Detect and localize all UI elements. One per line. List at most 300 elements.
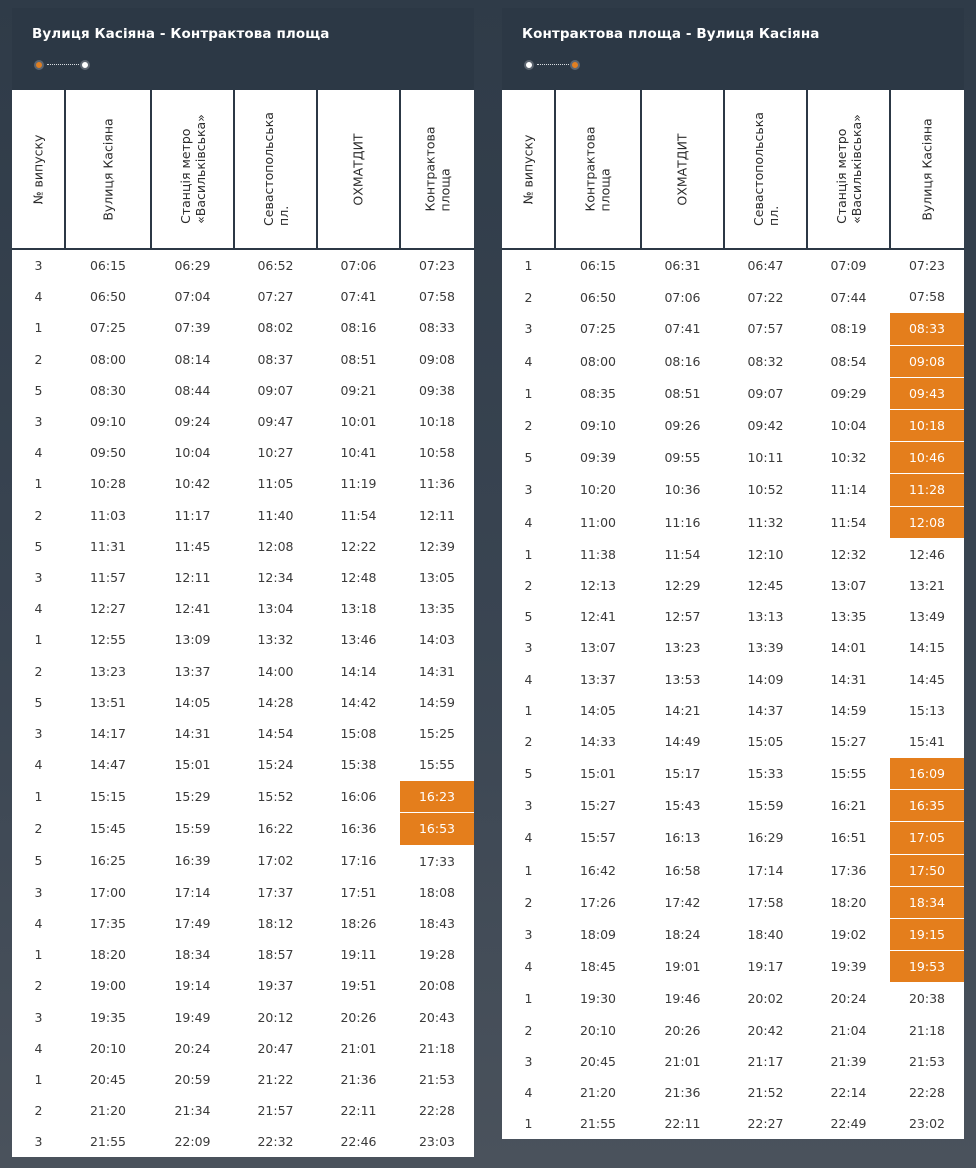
departure-time-cell: 09:39 [579,450,617,466]
release-number-cell: 1 [524,385,533,401]
departure-time-cell: 21:34 [174,1103,211,1119]
departure-time-cell: 22:11 [664,1116,701,1132]
departure-time-cell: 12:55 [89,632,127,648]
departure-time-cell: 22:46 [340,1134,377,1150]
release-number-cell: 4 [34,601,43,617]
departure-time-cell: 08:44 [174,382,211,398]
departure-time-cell: 21:04 [830,1022,867,1038]
table-row [12,1033,474,1064]
departure-time-cell: 06:15 [89,258,127,274]
release-number-cell: 2 [34,821,43,837]
departure-time-cell: 12:34 [257,569,294,585]
release-number-cell: 5 [34,382,43,398]
departure-time-cell: 15:17 [664,766,701,782]
departure-time-cell: 11:54 [830,514,867,530]
departure-time-cell: 08:51 [340,351,377,367]
direction-end-dot-icon [570,60,580,70]
release-number-cell: 4 [34,445,43,461]
departure-time-cell: 13:46 [340,632,377,648]
column-header [641,90,724,249]
departure-time-cell: 14:31 [418,663,456,679]
departure-time-cell: 17:50 [890,854,964,886]
departure-time-cell: 07:44 [830,289,867,305]
departure-time-cell: 16:39 [174,853,211,869]
departure-time-cell: 08:54 [830,353,867,369]
departure-time-cell: 13:37 [174,663,211,679]
departure-time-cell: 14:14 [340,663,377,679]
departure-time-cell: 12:48 [340,569,377,585]
departure-time-cell: 19:02 [830,927,867,943]
release-number-cell: 3 [524,927,533,943]
departure-time-cell: 21:01 [340,1040,377,1056]
departure-time-cell: 10:52 [747,482,784,498]
departure-time-cell: 10:18 [418,414,456,430]
release-number-cell: 5 [34,538,43,554]
table-row [502,1046,964,1077]
departure-time-cell: 06:31 [664,258,701,274]
departure-time-cell: 19:14 [174,978,211,994]
departure-time-cell: 10:27 [257,445,294,461]
departure-time-cell: 12:57 [664,609,701,625]
table-row [12,249,474,281]
departure-time-cell: 17:26 [579,894,617,910]
column-header-line: «Васильківська» [848,114,864,224]
departure-time-cell: 11:31 [89,538,127,554]
column-header-label [834,114,864,224]
departure-time-cell: 19:37 [257,978,294,994]
departure-time-cell: 13:35 [418,601,456,617]
departure-time-cell: 12:46 [908,546,946,562]
departure-time-cell: 21:55 [89,1134,127,1150]
departure-time-cell: 09:26 [664,418,701,434]
departure-time-cell: 15:57 [579,830,617,846]
departure-time-cell: 11:45 [174,538,211,554]
departure-time-cell: 16:35 [890,790,964,822]
table-row [12,939,474,970]
column-header-label [261,112,291,226]
departure-time-cell: 21:22 [257,1071,294,1087]
departure-time-cell: 16:06 [340,789,377,805]
departure-time-cell: 20:26 [664,1022,701,1038]
departure-time-cell: 07:23 [908,258,946,274]
departure-time-cell: 14:33 [579,734,617,750]
release-number-cell: 1 [34,320,43,336]
column-header [555,90,641,249]
departure-time-cell: 12:45 [747,577,784,593]
departure-time-cell: 07:39 [174,320,211,336]
departure-time-cell: 07:23 [418,258,456,274]
departure-time-cell: 17:35 [89,916,127,932]
release-number-cell: 2 [524,289,533,305]
table-row [502,538,964,570]
departure-time-cell: 06:15 [579,258,617,274]
departure-time-cell: 23:02 [908,1116,946,1132]
release-number-cell: 4 [524,353,533,369]
release-number-cell: 2 [524,418,533,434]
departure-time-cell: 13:39 [747,640,784,656]
departure-time-cell: 15:59 [747,798,784,814]
departure-time-cell: 15:43 [664,798,701,814]
table-row [502,918,964,950]
departure-time-cell: 22:09 [174,1134,211,1150]
column-header [890,90,964,249]
departure-time-cell: 19:01 [664,959,701,975]
departure-time-cell: 18:20 [89,947,127,963]
departure-time-cell: 20:59 [174,1071,211,1087]
release-number-cell: 2 [524,577,533,593]
departure-time-cell: 15:01 [174,757,211,773]
departure-time-cell: 08:16 [664,353,701,369]
departure-time-cell: 07:25 [579,321,617,337]
table-row [12,624,474,655]
column-header [151,90,234,249]
departure-time-cell: 07:58 [418,289,456,305]
table-row [12,749,474,781]
departure-time-cell: 22:14 [830,1084,867,1100]
timetable-body [12,249,474,1157]
departure-time-cell: 18:45 [579,959,617,975]
departure-time-cell: 13:21 [908,577,946,593]
release-number-cell: 2 [524,734,533,750]
release-number-cell: 5 [34,853,43,869]
departure-time-cell: 06:29 [174,258,211,274]
table-row [12,1002,474,1033]
table-row [12,718,474,749]
table-row [12,970,474,1001]
departure-time-cell: 17:33 [418,853,456,869]
departure-time-cell: 11:54 [340,507,377,523]
table-row [12,845,474,877]
departure-time-cell: 11:36 [418,476,456,492]
departure-time-cell: 21:55 [579,1116,617,1132]
column-header-label [583,126,613,211]
departure-time-cell: 14:42 [340,694,377,710]
table-row [502,632,964,663]
departure-time-cell: 08:51 [664,385,701,401]
departure-time-cell: 11:54 [664,546,701,562]
departure-time-cell: 17:00 [89,884,127,900]
column-header-line: Станція метро [833,128,849,224]
release-number-cell: 2 [524,1022,533,1038]
column-header-line: Вулиця Касіяна [100,117,116,221]
table-row [502,409,964,441]
release-number-cell: 1 [34,632,43,648]
departure-time-cell: 12:10 [747,546,784,562]
departure-time-cell: 08:33 [890,313,964,345]
departure-time-cell: 11:57 [89,569,127,585]
column-header-label [521,134,536,204]
departure-time-cell: 21:36 [664,1084,701,1100]
departure-time-cell: 19:53 [890,951,964,983]
table-row [502,1077,964,1108]
table-row [502,601,964,632]
departure-time-cell: 15:33 [747,766,784,782]
departure-time-cell: 14:03 [418,632,456,648]
departure-time-cell: 09:10 [579,418,617,434]
table-row [12,312,474,343]
column-header [502,90,555,249]
departure-time-cell: 13:04 [257,601,294,617]
release-number-cell: 4 [524,830,533,846]
release-number-cell: 2 [34,978,43,994]
departure-time-cell: 10:42 [174,476,211,492]
release-number-cell: 4 [524,959,533,975]
release-number-cell: 2 [524,894,533,910]
departure-time-cell: 19:15 [890,918,964,950]
column-header-line: Севастопольська [750,112,766,226]
column-header-label [423,126,453,211]
table-row [12,281,474,312]
departure-time-cell: 20:45 [89,1071,127,1087]
release-number-cell: 2 [34,1103,43,1119]
departure-time-cell: 15:27 [830,734,867,750]
table-row [502,506,964,538]
departure-time-cell: 20:45 [579,1053,617,1069]
release-number-cell: 4 [34,289,43,305]
table-row [502,249,964,281]
departure-time-cell: 09:07 [257,382,294,398]
departure-time-cell: 16:58 [664,862,701,878]
table-row [502,951,964,983]
column-header-label [31,134,46,204]
column-header-line: Вулиця Касіяна [920,117,936,221]
column-header-label [751,112,781,226]
column-header-line: «Васильківська» [192,114,208,224]
departure-time-cell: 15:24 [257,757,294,773]
departure-time-cell: 22:49 [830,1116,867,1132]
column-header [234,90,317,249]
release-number-cell: 4 [34,1040,43,1056]
column-header [724,90,807,249]
departure-time-cell: 07:27 [257,289,294,305]
departure-time-cell: 17:05 [890,822,964,854]
table-row [12,375,474,406]
departure-time-cell: 20:08 [418,978,456,994]
departure-time-cell: 15:45 [89,821,127,837]
release-number-cell: 3 [34,725,43,741]
departure-time-cell: 12:41 [579,609,617,625]
departure-time-cell: 17:49 [174,916,211,932]
departure-time-cell: 16:29 [747,830,784,846]
departure-time-cell: 15:15 [89,789,127,805]
table-row [12,908,474,939]
table-row [502,474,964,506]
release-number-cell: 3 [34,884,43,900]
departure-time-cell: 13:18 [340,601,377,617]
departure-time-cell: 21:53 [908,1053,946,1069]
departure-time-cell: 15:59 [174,821,211,837]
departure-time-cell: 11:05 [257,476,294,492]
departure-time-cell: 14:59 [418,694,456,710]
table-row [502,1015,964,1046]
departure-time-cell: 07:57 [747,321,784,337]
departure-time-cell: 12:27 [89,601,127,617]
departure-time-cell: 15:29 [174,789,211,805]
release-number-cell: 3 [524,482,533,498]
release-number-cell: 3 [524,321,533,337]
departure-time-cell: 11:28 [890,474,964,506]
column-header-line: Станція метро [177,128,193,224]
departure-time-cell: 21:20 [579,1084,617,1100]
departure-time-cell: 14:17 [89,725,127,741]
departure-time-cell: 17:02 [257,853,294,869]
departure-time-cell: 14:59 [830,702,867,718]
release-number-cell: 3 [34,1009,43,1025]
column-header-line: площа [598,168,614,212]
departure-time-cell: 21:18 [418,1040,456,1056]
column-header [807,90,890,249]
column-header-line: пл. [275,205,291,226]
departure-time-cell: 09:07 [747,385,784,401]
departure-time-cell: 12:11 [174,569,211,585]
departure-time-cell: 15:13 [908,702,946,718]
table-row [502,790,964,822]
table-row [12,562,474,593]
departure-time-cell: 08:19 [830,321,867,337]
departure-time-cell: 19:35 [89,1009,127,1025]
departure-time-cell: 08:33 [418,320,456,336]
departure-time-cell: 19:00 [89,978,127,994]
departure-time-cell: 07:41 [664,321,701,337]
release-number-cell: 5 [524,609,533,625]
timetable-body [502,249,964,1139]
departure-time-cell: 10:18 [890,409,964,441]
timetable [502,90,964,1139]
departure-time-cell: 14:54 [257,725,294,741]
table-row [12,437,474,468]
departure-time-cell: 17:37 [257,884,294,900]
departure-time-cell: 13:23 [664,640,701,656]
departure-time-cell: 10:11 [747,450,784,466]
release-number-cell: 1 [524,546,533,562]
schedule-panel-return [502,8,964,1139]
departure-time-cell: 15:38 [340,757,377,773]
table-row [502,695,964,726]
departure-time-cell: 08:16 [340,320,377,336]
departure-time-cell: 12:08 [257,538,294,554]
departure-time-cell: 12:41 [174,601,211,617]
column-header-label [920,118,935,220]
direction-start-dot-icon [524,60,534,70]
table-row [12,1095,474,1126]
release-number-cell: 3 [524,1053,533,1069]
departure-time-cell: 09:43 [890,377,964,409]
column-header-line: № випуску [30,134,46,204]
panel-header [502,8,964,90]
departure-time-cell: 14:49 [664,734,701,750]
departure-time-cell: 11:17 [174,507,211,523]
table-row [12,593,474,624]
departure-time-cell: 20:26 [340,1009,377,1025]
departure-time-cell: 17:51 [340,884,377,900]
departure-time-cell: 14:05 [579,702,617,718]
departure-time-cell: 08:30 [89,382,127,398]
departure-time-cell: 06:50 [579,289,617,305]
departure-time-cell: 12:11 [418,507,456,523]
departure-time-cell: 17:42 [664,894,701,910]
departure-time-cell: 13:53 [664,671,701,687]
departure-time-cell: 14:45 [908,671,946,687]
release-number-cell: 1 [524,862,533,878]
departure-time-cell: 15:01 [579,766,617,782]
column-header-line: Контрактова [583,126,599,212]
departure-time-cell: 09:08 [890,345,964,377]
column-header-label [351,133,366,205]
table-row [502,281,964,313]
departure-time-cell: 09:08 [418,351,456,367]
departure-time-cell: 21:01 [664,1053,701,1069]
departure-time-cell: 18:34 [890,886,964,918]
departure-time-cell: 13:23 [89,663,127,679]
direction-indicator [34,59,92,73]
release-number-cell: 1 [524,1116,533,1132]
departure-time-cell: 13:09 [174,632,211,648]
release-number-cell: 5 [524,766,533,782]
departure-time-cell: 21:17 [747,1053,784,1069]
departure-time-cell: 23:03 [418,1134,456,1150]
release-number-cell: 3 [34,258,43,274]
departure-time-cell: 12:13 [579,577,617,593]
schedule-panel-outbound [12,8,474,1157]
departure-time-cell: 15:55 [418,757,456,773]
departure-time-cell: 18:57 [257,947,294,963]
release-number-cell: 4 [34,916,43,932]
column-header-row [502,90,964,249]
release-number-cell: 5 [524,450,533,466]
release-number-cell: 3 [34,414,43,430]
release-number-cell: 2 [34,507,43,523]
departure-time-cell: 16:25 [89,853,127,869]
table-row [502,663,964,694]
departure-time-cell: 09:42 [747,418,784,434]
departure-time-cell: 21:57 [257,1103,294,1119]
table-row [502,854,964,886]
departure-time-cell: 22:28 [908,1084,946,1100]
release-number-cell: 1 [34,1071,43,1087]
departure-time-cell: 14:15 [908,640,946,656]
release-number-cell: 2 [34,351,43,367]
departure-time-cell: 15:55 [830,766,867,782]
departure-time-cell: 07:25 [89,320,127,336]
departure-time-cell: 11:16 [664,514,701,530]
departure-time-cell: 16:51 [830,830,867,846]
departure-time-cell: 08:00 [579,353,617,369]
departure-time-cell: 19:51 [340,978,377,994]
table-row [502,983,964,1015]
departure-time-cell: 18:40 [747,927,784,943]
departure-time-cell: 14:31 [830,671,867,687]
departure-time-cell: 20:10 [579,1022,617,1038]
departure-time-cell: 11:14 [830,482,867,498]
column-header-line: Севастопольська [260,112,276,226]
departure-time-cell: 09:50 [89,445,127,461]
departure-time-cell: 10:46 [890,442,964,474]
departure-time-cell: 07:09 [830,258,867,274]
departure-time-cell: 08:02 [257,320,294,336]
departure-time-cell: 21:39 [830,1053,867,1069]
table-row [502,570,964,601]
departure-time-cell: 07:06 [340,258,377,274]
column-header-label [675,133,690,205]
departure-time-cell: 21:52 [747,1084,784,1100]
departure-time-cell: 14:31 [174,725,211,741]
departure-time-cell: 09:55 [664,450,701,466]
release-number-cell: 2 [34,663,43,679]
column-header-label [178,114,208,224]
departure-time-cell: 08:00 [89,351,127,367]
departure-time-cell: 14:28 [257,694,294,710]
release-number-cell: 1 [524,991,533,1007]
